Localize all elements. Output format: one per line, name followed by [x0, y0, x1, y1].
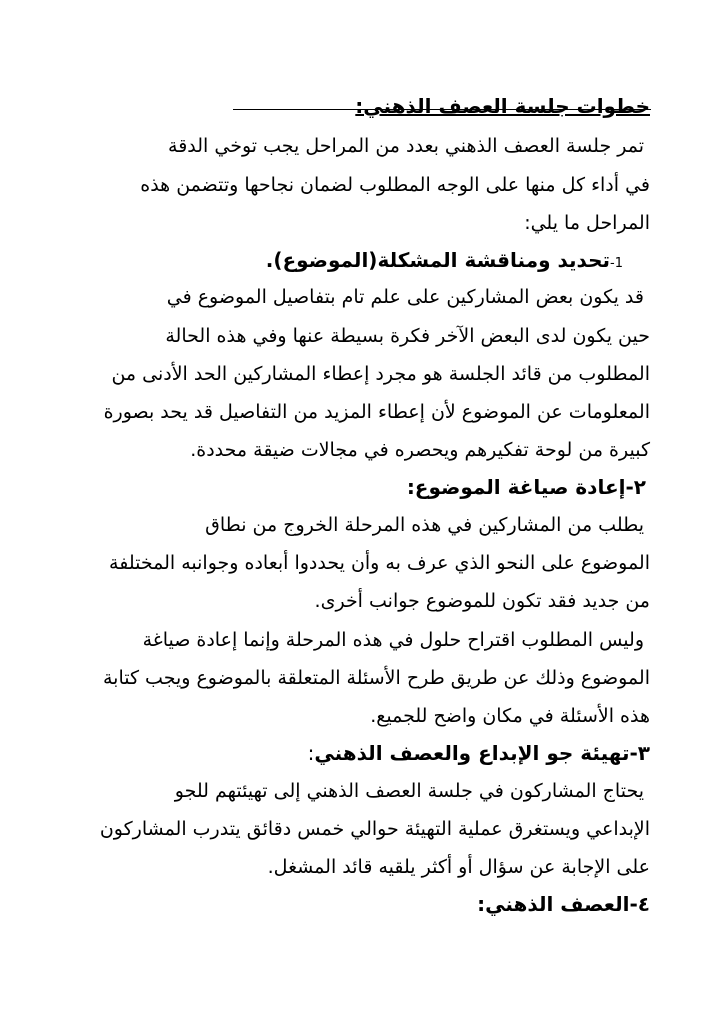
intro-line-1: تمر جلسة العصف الذهني بعدد من المراحل يجب توخي الدقة [168, 135, 644, 157]
section-1-line-5: كبيرة من لوحة تفكيرهم ويحصره في مجالات ضيقة محددة. [190, 439, 650, 461]
section-3-line-3: على الإجابة عن سؤال أو أكثر يلقيه قائد المشغل. [267, 856, 650, 878]
section-4-title: العصف الذهني: [477, 892, 630, 916]
section-2-line-5: الموضوع وذلك عن طريق طرح الأسئلة المتعلقة بالموضوع ويجب كتابة [102, 667, 650, 689]
section-2-number: ٢- [625, 475, 646, 499]
section-3-heading [308, 739, 650, 767]
section-2-line-1: يطلب من المشاركين في هذه المرحلة الخروج من نطاق [205, 514, 644, 536]
section-1-line-2: حين يكون لدى البعض الآخر فكرة بسيطة عنها وفي هذه الحالة [165, 325, 650, 347]
section-3-number: ٣- [629, 741, 650, 765]
section-2-line-3: من جديد فقد تكون للموضوع جوانب أخرى. [314, 590, 650, 612]
section-1-title: تحديد ومناقشة المشكلة(الموضوع). [265, 248, 611, 272]
section-1-line-4: المعلومات عن الموضوع لأن إعطاء المزيد من التفاصيل قد يحد بصورة [103, 401, 650, 423]
section-2-line-4: وليس المطلوب اقتراح حلول في هذه المرحلة وإنما إعادة صياغة [142, 629, 644, 651]
section-2-line-6: هذه الأسئلة في مكان واضح للجميع. [370, 705, 650, 727]
section-4-heading [477, 890, 650, 918]
section-1-line-1: قد يكون بعض المشاركين على علم تام بتفاصيل الموضوع في [166, 286, 644, 308]
section-1-number: 1- [610, 256, 623, 271]
intro-line-2: في أداء كل منها على الوجه المطلوب لضمان نجاحها وتتضمن هذه [140, 174, 650, 196]
section-4-number: ٤- [629, 892, 650, 916]
section-1-line-3: المطلوب من قائد الجلسة هو مجرد إعطاء المشاركين الحد الأدنى من [111, 363, 650, 385]
section-3-line-1: يحتاج المشاركون في جلسة العصف الذهني إلى تهيئتهم للجو [174, 780, 644, 802]
section-1-heading [266, 246, 623, 278]
document-title-text: خطوات جلسة العصف الذهني: [355, 94, 650, 118]
section-3-colon: : [307, 741, 315, 765]
document-title [355, 92, 650, 120]
section-2-title: إعادة صياغة الموضوع: [406, 475, 626, 499]
section-2-heading [407, 473, 646, 501]
intro-line-3: المراحل ما يلي: [524, 212, 650, 234]
section-3-title: تهيئة جو الإبداع والعصف الذهني [314, 741, 630, 765]
title-underline [233, 109, 651, 110]
section-3-line-2: الإبداعي ويستغرق عملية التهيئة حوالي خمس دقائق يتدرب المشاركون [99, 818, 650, 840]
section-2-line-2: الموضوع على النحو الذي عرف به وأن يحددوا أبعاده وجوانبه المختلفة [109, 552, 650, 574]
